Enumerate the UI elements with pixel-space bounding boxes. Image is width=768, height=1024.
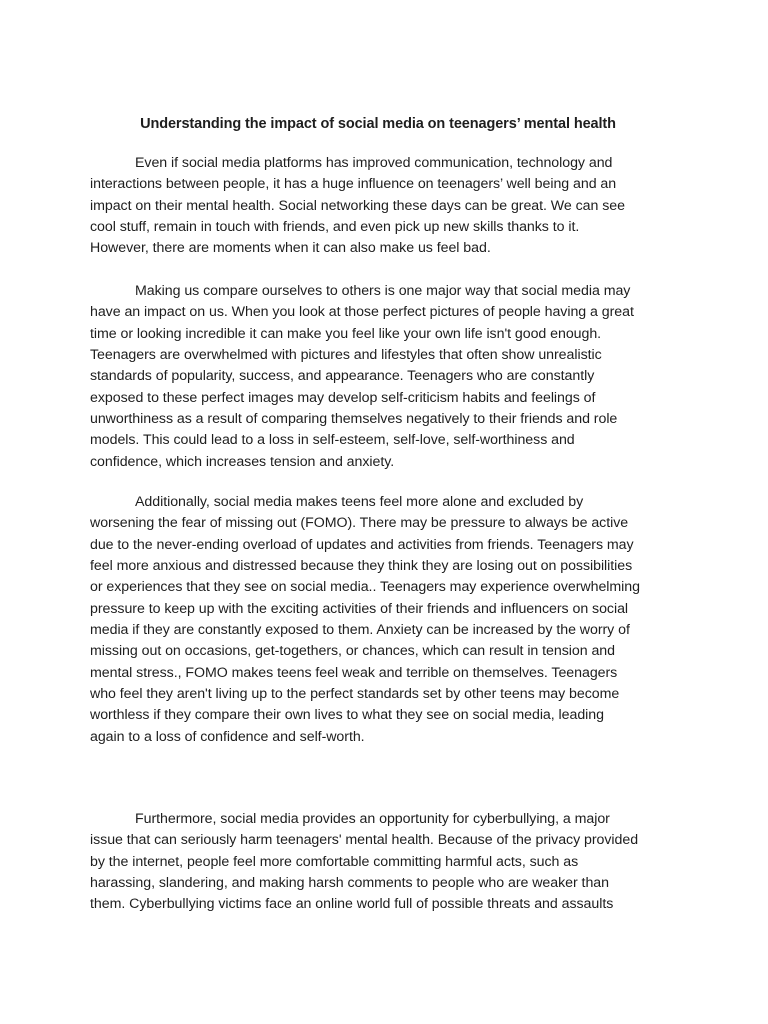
paragraph-line: Furthermore, social media provides an opportunity for cyberbullying, a major: [135, 811, 610, 827]
paragraph-line: interactions between people, it has a huge influence on teenagers’ well being and an: [90, 176, 617, 193]
paragraph: [90, 153, 690, 260]
paragraph-line: standards of popularity, success, and appearance. Teenagers who are constantly: [90, 368, 595, 385]
paragraph-line: due to the never-ending overload of updates and activities from friends. Teenagers may: [90, 536, 634, 553]
paragraph-line: by the internet, people feel more comfortable committing harmful acts, such as: [90, 853, 579, 870]
paragraph-line: worsening the fear of missing out (FOMO). There may be pressure to always be active: [90, 515, 629, 532]
paragraph-line: them. Cyberbullying victims face an online world full of possible threats and assaults: [90, 896, 614, 913]
paragraph-line: cool stuff, remain in touch with friends, and even pick up new skills thanks to it.: [90, 219, 580, 236]
paragraph: [90, 281, 690, 473]
document-title: Understanding the impact of social media on teenagers’ mental health: [140, 116, 616, 132]
paragraph-line: again to a loss of confidence and self-worth.: [90, 728, 365, 745]
paragraph-line: missing out on occasions, get-togethers, or chances, which can result in tension and: [90, 643, 615, 660]
paragraph-line: unworthiness as a result of comparing themselves negatively to their friends and role: [90, 411, 618, 428]
paragraph-line: who feel they aren't living up to the perfect standards set by other teens may become: [90, 686, 620, 703]
paragraph-line: Even if social media platforms has improved communication, technology and: [135, 155, 613, 171]
paragraph-line: time or looking incredible it can make you feel like your own life isn't good enough.: [90, 325, 602, 342]
paragraph-line: harassing, slandering, and making harsh comments to people who are weaker than: [90, 875, 609, 892]
paragraph-line: feel more anxious and distressed because they think they are losing out on possibilities: [90, 558, 633, 575]
paragraph: [90, 492, 690, 748]
paragraph-line: media if they are constantly exposed to them. Anxiety can be increased by the worry of: [90, 622, 630, 639]
paragraph-line: worthless if they compare their own lives to what they see on social media, leading: [90, 707, 604, 724]
paragraph-line: models. This could lead to a loss in self-esteem, self-love, self-worthiness and: [90, 432, 575, 449]
paragraph-line: Teenagers are overwhelmed with pictures and lifestyles that often show unrealistic: [90, 347, 602, 364]
paragraph-line: exposed to these perfect images may develop self-criticism habits and feelings of: [90, 389, 596, 406]
paragraph-line: or experiences that they see on social media.. Teenagers may experience overwhelming: [90, 579, 640, 596]
paragraph-line: impact on their mental health. Social networking these days can be great. We can see: [90, 197, 625, 214]
paragraph-line: pressure to keep up with the exciting activities of their friends and influencers on social: [90, 600, 629, 617]
paragraph-line: have an impact on us. When you look at those perfect pictures of people having a great: [90, 304, 634, 321]
paragraph-line: Additionally, social media makes teens feel more alone and excluded by: [135, 494, 584, 510]
paragraph-line: confidence, which increases tension and anxiety.: [90, 453, 395, 470]
paragraph-line: issue that can seriously harm teenagers' mental health. Because of the privacy provided: [90, 832, 639, 849]
paragraph-line: Making us compare ourselves to others is one major way that social media may: [135, 283, 631, 299]
paragraph-line: mental stress., FOMO makes teens feel weak and terrible on themselves. Teenagers: [90, 664, 618, 681]
paragraph: [90, 809, 690, 916]
paragraph-line: However, there are moments when it can also make us feel bad.: [90, 240, 491, 257]
